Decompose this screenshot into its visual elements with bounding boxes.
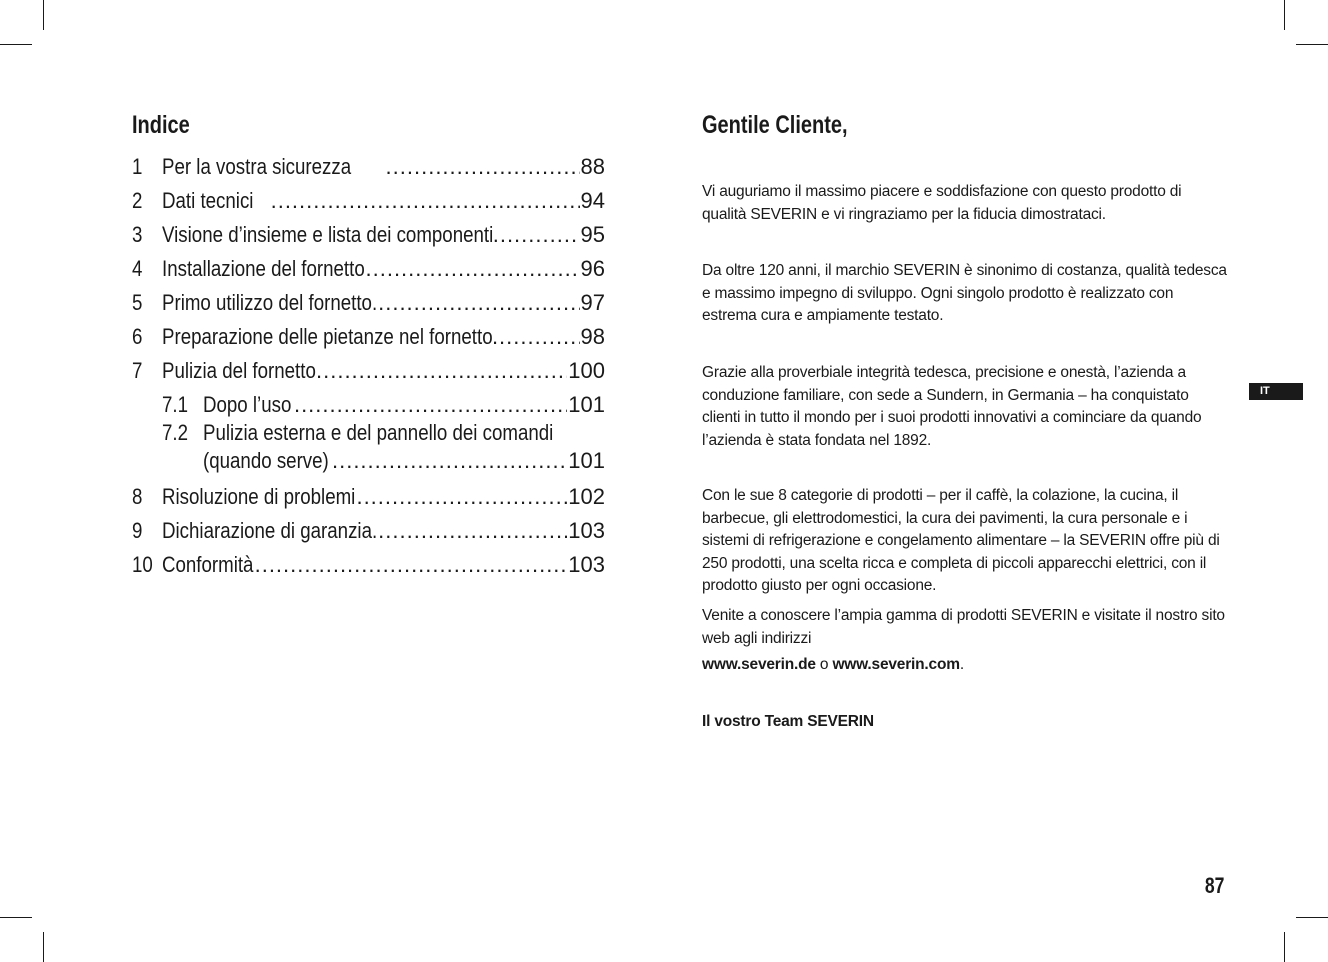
toc-item-title: (quando serve) <box>203 448 329 473</box>
toc-item[interactable] <box>132 286 605 320</box>
toc-item[interactable] <box>132 548 605 582</box>
toc-leader-dots <box>378 286 579 320</box>
toc-item-title: Installazione del fornetto <box>162 256 365 281</box>
letter-paragraph: Da oltre 120 anni, il marchio SEVERIN è sinonimo di costanza, qualità tedesca e massimo impegno di sviluppo. Ogni singolo prodotto è realizzato con estrema cura e ampiamente testato. <box>702 262 1227 324</box>
toc-item-number: 4 <box>132 256 143 281</box>
welcome-letter <box>702 108 1227 730</box>
toc-item-page: 88 <box>580 154 605 179</box>
page-number <box>1196 872 1224 900</box>
crop-mark-bottom-right-vertical <box>1284 932 1285 962</box>
page-number-value: 87 <box>1204 873 1224 898</box>
toc-leader-dots <box>271 184 580 218</box>
toc-leader-dots <box>332 444 567 478</box>
letter-paragraph: Grazie alla proverbiale integrità tedesca, precisione e onestà, l’azienda a conduzione familiare, con sede a Sundern, in Germania – ha conquistato clienti in tutto il mondo per i suoi prodotti innovativi a cominciare da quando l’azienda è stata fondata nel 1892. <box>702 364 1202 449</box>
toc-item-page: 101 <box>568 392 605 417</box>
toc-item-page: 103 <box>568 518 605 543</box>
crop-mark-top-right-horizontal <box>1296 44 1328 45</box>
toc-subitem[interactable] <box>132 422 605 480</box>
toc-item-number: 5 <box>132 290 143 315</box>
toc-item-title: Dopo l’uso <box>203 392 292 417</box>
crop-mark-bottom-left-vertical <box>43 932 44 962</box>
toc-leader-dots <box>492 320 580 354</box>
toc-item-number: 2 <box>132 188 143 213</box>
toc-leader-dots <box>356 480 567 514</box>
letter-heading: Gentile Cliente, <box>702 111 848 139</box>
letter-paragraph: Con le sue 8 categorie di prodotti – per il caffè, la colazione, la cucina, il barbecue, gli elettrodomestici, la cura dei pavimenti, la cura personale e i sistemi di refrigerazione e congelamento alimentare – la SEVERIN offre più di 250 prodotti, una scelta ricca e completa di piccoli apparecchi elettrici, con il prodotto giusto per ogni occasione. <box>702 487 1220 594</box>
toc-item-title: Visione d’insieme e lista dei componenti <box>162 222 494 247</box>
toc-item[interactable] <box>132 320 605 354</box>
toc-leader-dots <box>493 218 580 252</box>
toc-item-title: Conformità <box>162 552 254 577</box>
toc-item-page: 94 <box>580 188 605 213</box>
website-link-de[interactable]: www.severin.de <box>702 656 816 673</box>
website-link-com[interactable]: www.severin.com <box>832 656 960 673</box>
toc-item-number: 9 <box>132 518 143 543</box>
toc-item-title-line1: Pulizia esterna e del pannello dei comandi <box>203 420 554 445</box>
language-tab: IT <box>1249 383 1303 400</box>
letter-paragraph: Vi auguriamo il massimo piacere e soddisfazione con questo prodotto di qualità SEVERIN e vi ringraziamo per la fiducia dimostrataci. <box>702 183 1182 223</box>
toc-item-number: 7.1 <box>162 392 189 417</box>
toc-item-number: 10 <box>132 552 153 577</box>
toc-leader-dots <box>366 252 580 286</box>
toc-item-number: 3 <box>132 222 143 247</box>
table-of-contents <box>132 108 605 582</box>
toc-item-title: Pulizia del fornetto <box>162 358 316 383</box>
toc-item-number: 1 <box>132 154 143 179</box>
toc-item-title: Risoluzione di problemi <box>162 484 356 509</box>
website-links <box>702 654 1227 677</box>
toc-item-page: 97 <box>580 290 605 315</box>
toc-item-number: 8 <box>132 484 143 509</box>
toc-item-page: 102 <box>568 484 605 509</box>
toc-leader-dots <box>386 150 580 184</box>
toc-leader-dots <box>316 354 567 388</box>
toc-item-page: 95 <box>580 222 605 247</box>
toc-leader-dots <box>378 514 567 548</box>
toc-item-title: Primo utilizzo del fornetto. <box>162 290 378 315</box>
toc-item-title: Dati tecnici <box>162 188 254 213</box>
toc-item-page: 103 <box>568 552 605 577</box>
toc-item[interactable] <box>132 218 605 252</box>
toc-item[interactable] <box>132 150 605 184</box>
crop-mark-top-left-horizontal <box>0 44 32 45</box>
crop-mark-bottom-right-horizontal <box>1296 917 1328 918</box>
website-conjunction: o <box>815 656 833 673</box>
toc-item[interactable] <box>132 252 605 286</box>
letter-signature: Il vostro Team SEVERIN <box>702 713 874 730</box>
crop-mark-top-left-vertical <box>43 0 44 30</box>
toc-list <box>132 150 605 582</box>
toc-item-page: 98 <box>580 324 605 349</box>
toc-item-page: 96 <box>580 256 605 281</box>
toc-item-title: Dichiarazione di garanzia. <box>162 518 378 543</box>
toc-item-page: 100 <box>568 358 605 383</box>
crop-mark-top-right-vertical <box>1284 0 1285 30</box>
toc-item-title: Per la vostra sicurezza <box>162 154 352 179</box>
toc-item[interactable] <box>132 514 605 548</box>
toc-item-title: Preparazione delle pietanze nel fornetto <box>162 324 493 349</box>
toc-item-page: 101 <box>568 448 605 473</box>
crop-mark-bottom-left-horizontal <box>0 917 32 918</box>
toc-leader-dots <box>255 548 568 582</box>
letter-paragraph: Venite a conoscere l’ampia gamma di prodotti SEVERIN e visitate il nostro sito web agli indirizzi <box>702 607 1225 647</box>
toc-item[interactable] <box>132 184 605 218</box>
website-period: . <box>959 656 964 673</box>
toc-item-number: 7.2 <box>162 420 189 445</box>
toc-item-number: 7 <box>132 358 143 383</box>
toc-heading: Indice <box>132 111 190 139</box>
toc-item[interactable] <box>132 354 605 388</box>
toc-item-number: 6 <box>132 324 143 349</box>
toc-item[interactable] <box>132 480 605 514</box>
